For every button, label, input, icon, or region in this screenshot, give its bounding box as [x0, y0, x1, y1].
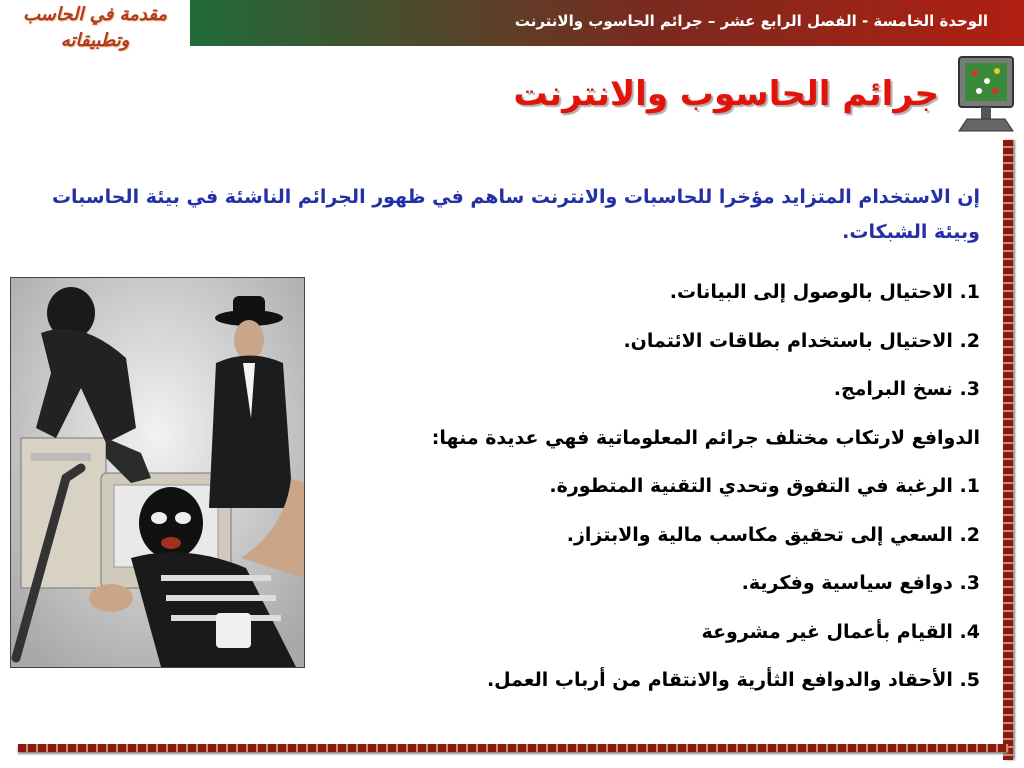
item-number: 2. — [959, 523, 980, 546]
logo-text — [0, 2, 190, 54]
list-item — [320, 612, 980, 661]
item-text: نسخ البرامج. — [833, 378, 953, 400]
list-item — [320, 466, 980, 515]
bullet-list — [320, 272, 980, 709]
list-item — [320, 321, 980, 370]
list-item — [320, 369, 980, 418]
logo-line-1: مقدمة في الحاسب — [23, 4, 167, 25]
header-bar — [190, 0, 1024, 46]
item-text: دوافع سياسية وفكرية. — [741, 572, 953, 594]
item-number: 1. — [959, 281, 980, 303]
intro-paragraph: إن الاستخدام المتزايد مؤخرا للحاسبات والانترنت ساهم في ظهور الجرائم الناشئة في بيئة الحاسبات وبيئة الشبكات. — [51, 186, 980, 243]
computer-monitor-icon — [955, 55, 1017, 140]
item-number: 3. — [959, 378, 980, 400]
decorative-vertical-rule — [1003, 140, 1013, 760]
decorative-horizontal-rule — [18, 744, 1008, 752]
item-text: الرغبة في التفوق وتحدي التقنية المتطورة. — [549, 475, 953, 497]
item-number: 2. — [959, 329, 980, 352]
course-logo — [0, 0, 190, 60]
breadcrumb: الوحدة الخامسة - الفصل الرابع عشر – جرائم الحاسوب والانترنت — [514, 12, 988, 30]
item-text: القيام بأعمال غير مشروعة — [701, 620, 953, 643]
item-number: 4. — [959, 620, 980, 643]
list-heading — [320, 418, 980, 467]
item-number: 5. — [959, 669, 980, 691]
logo-line-2: وتطبيقاته — [60, 30, 130, 51]
item-text: الاحتيال باستخدام بطاقات الائتمان. — [623, 329, 953, 352]
list-item — [320, 563, 980, 612]
item-text: الأحقاد والدوافع الثأرية والانتقام من أرباب العمل. — [486, 669, 953, 691]
item-number: 3. — [959, 572, 980, 594]
item-number: 1. — [959, 475, 980, 497]
list-item — [320, 660, 980, 709]
slide-title: جرائم الحاسوب والانترنت — [513, 74, 939, 114]
list-item — [320, 272, 980, 321]
item-text: الاحتيال بالوصول إلى البيانات. — [669, 281, 953, 303]
criminals-illustration — [10, 277, 305, 668]
item-text: السعي إلى تحقيق مكاسب مالية والابتزاز. — [566, 523, 953, 546]
item-text: الدوافع لارتكاب مختلف جرائم المعلوماتية فهي عديدة منها: — [431, 426, 980, 449]
list-item — [320, 515, 980, 564]
